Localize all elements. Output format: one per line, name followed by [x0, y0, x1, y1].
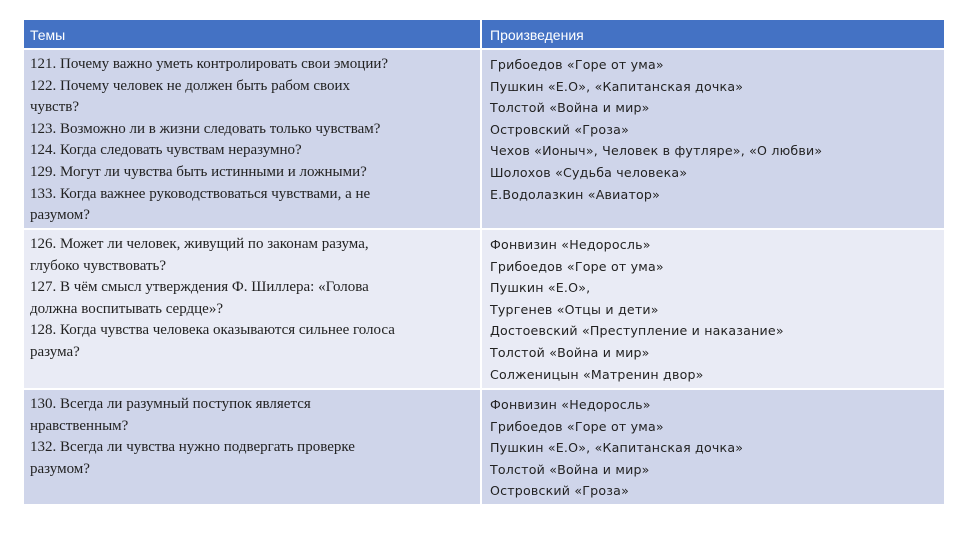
topic-line: 128. Когда чувства человека оказываются сильнее голоса — [30, 322, 395, 339]
topics-cell — [24, 390, 482, 504]
works-cell — [482, 50, 944, 228]
work-line: Толстой «Война и мир» — [490, 100, 650, 116]
topic-line: 123. Возможно ли в жизни следовать только чувствам? — [30, 120, 381, 137]
works-cell — [482, 230, 944, 388]
topic-line: разума? — [30, 343, 80, 360]
works-cell — [482, 390, 944, 504]
work-line: Фонвизин «Недоросль» — [490, 397, 651, 412]
topic-line: разумом? — [30, 207, 90, 224]
work-line: Грибоедов «Горе от ума» — [490, 418, 664, 434]
work-line: Толстой «Война и мир» — [490, 461, 650, 477]
topic-line: 132. Всегда ли чувства нужно подвергать проверке — [30, 439, 355, 456]
themes-works-table — [24, 20, 944, 506]
topic-line: нравственным? — [30, 417, 129, 434]
topic-line: должна воспитывать сердце»? — [30, 300, 223, 317]
table-header-row — [24, 20, 944, 50]
work-line: Пушкин «Е.О», «Капитанская дочка» — [490, 78, 744, 94]
topics-cell — [24, 50, 482, 228]
topic-line: 122. Почему человек не должен быть рабом своих — [30, 77, 350, 94]
topic-line: разумом? — [30, 460, 90, 477]
topic-line: 126. Может ли человек, живущий по законам разума, — [30, 236, 369, 252]
topics-cell — [24, 230, 482, 388]
table-row — [24, 230, 944, 390]
work-line: Тургенев «Отцы и дети» — [490, 301, 659, 317]
work-line: Островский «Гроза» — [490, 121, 630, 137]
header-topics: Темы — [24, 20, 482, 48]
topic-line: глубоко чувствовать? — [30, 257, 167, 274]
topic-line: 127. В чём смысл утверждения Ф. Шиллера: «Голова — [30, 279, 369, 296]
work-line: Солженицын «Матренин двор» — [490, 366, 704, 382]
work-line: Грибоедов «Горе от ума» — [490, 258, 664, 274]
work-line: Толстой «Война и мир» — [490, 344, 650, 360]
table-row — [24, 390, 944, 506]
topic-line: 129. Могут ли чувства быть истинными и ложными? — [30, 163, 367, 180]
topic-line: 133. Когда важнее руководствоваться чувствами, а не — [30, 185, 371, 202]
work-line: Пушкин «Е.О», «Капитанская дочка» — [490, 440, 744, 456]
work-line: Грибоедов «Горе от ума» — [490, 57, 664, 72]
topic-line: 124. Когда следовать чувствам неразумно? — [30, 142, 302, 159]
table-row — [24, 50, 944, 230]
work-line: Островский «Гроза» — [490, 483, 630, 499]
topic-line: чувств? — [30, 99, 79, 116]
topic-line: 121. Почему важно уметь контролировать свои эмоции? — [30, 56, 389, 72]
work-line: Достоевский «Преступление и наказание» — [490, 323, 784, 339]
work-line: Е.Водолазкин «Авиатор» — [490, 186, 660, 202]
work-line: Пушкин «Е.О», — [490, 280, 591, 296]
topic-line: 130. Всегда ли разумный поступок является — [30, 396, 311, 412]
work-line: Чехов «Ионыч», Человек в футляре», «О любви» — [490, 143, 823, 159]
work-line: Фонвизин «Недоросль» — [490, 237, 651, 252]
header-works: Произведения — [482, 20, 944, 48]
work-line: Шолохов «Судьба человека» — [490, 164, 688, 180]
